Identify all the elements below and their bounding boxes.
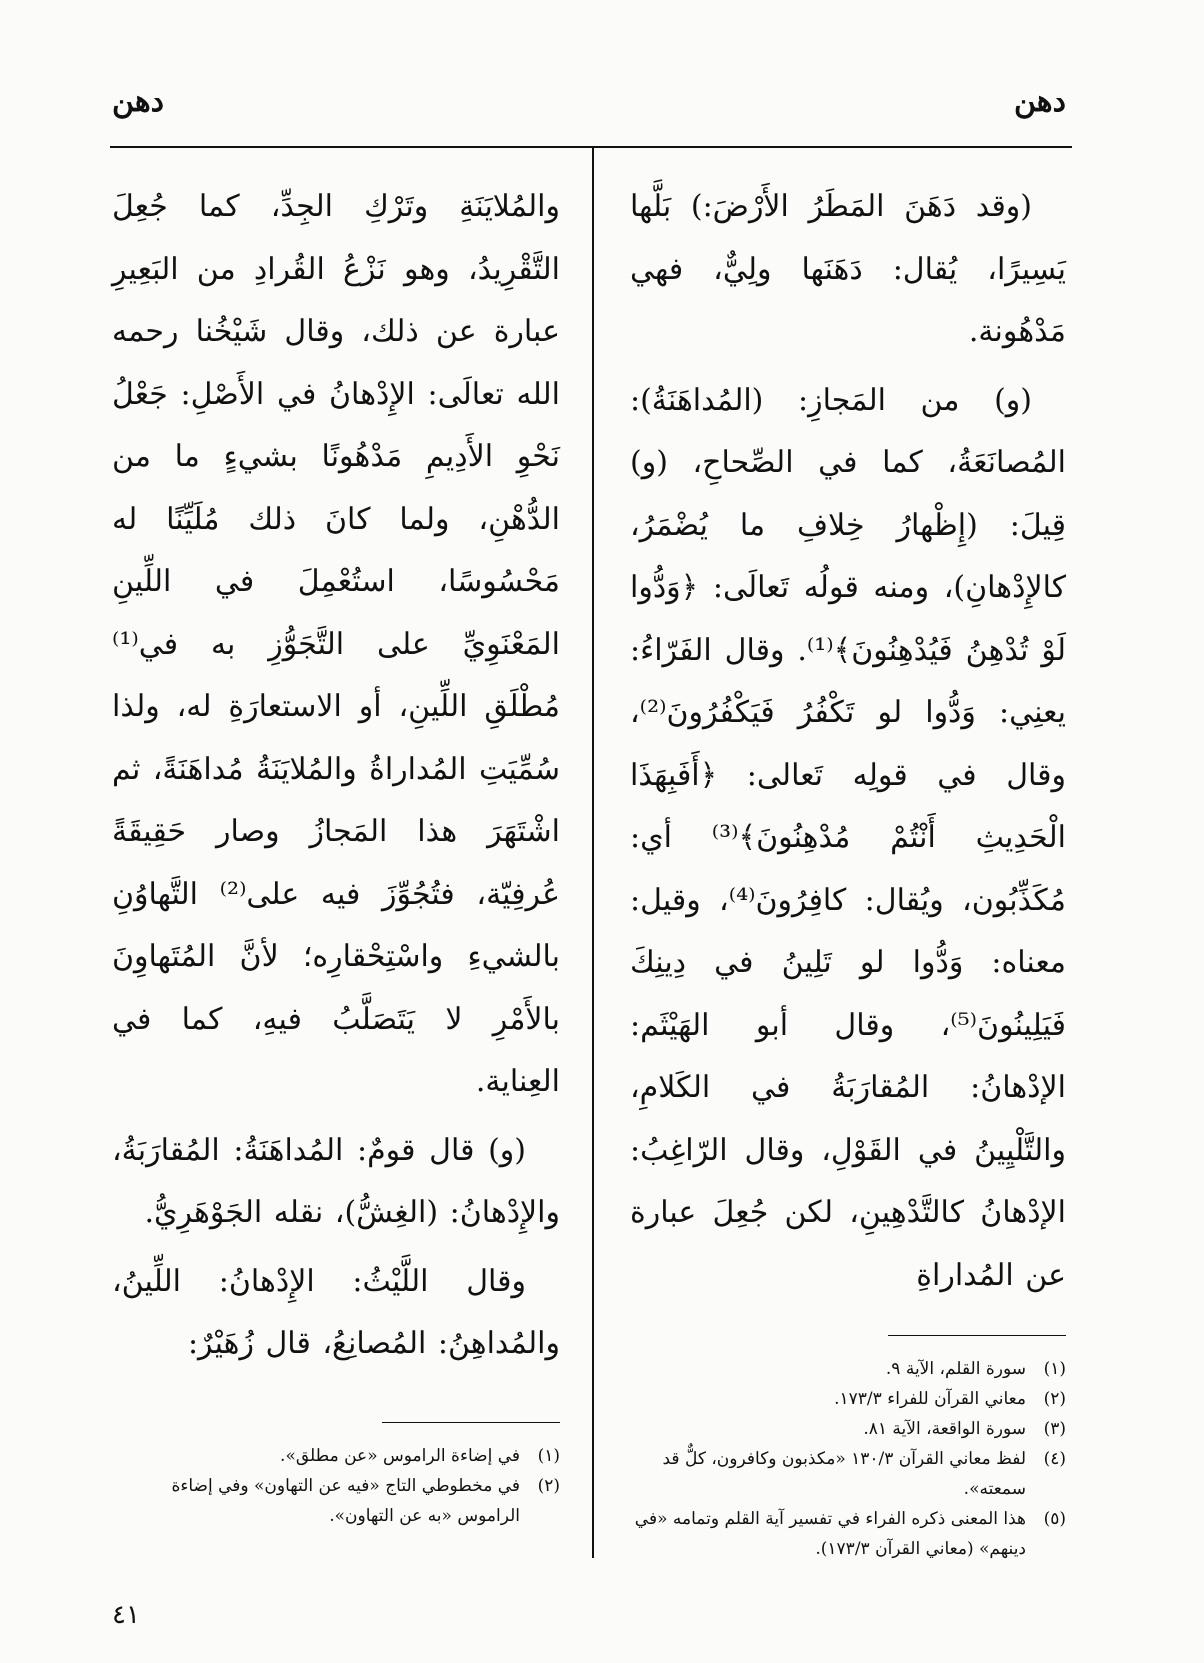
footnote-text: سورة الواقعة، الآية ٨١. — [863, 1419, 1026, 1439]
footnote — [630, 1414, 1066, 1444]
footnote — [630, 1504, 1066, 1564]
footnote-number: (٢) — [1043, 1389, 1066, 1409]
footnote-number: (١) — [537, 1445, 560, 1466]
footnote-number: (٣) — [1043, 1419, 1066, 1439]
left-column-text — [112, 176, 560, 1376]
left-footnote-rule — [382, 1422, 560, 1423]
left-footnotes — [112, 1441, 560, 1531]
left-paragraph-1: والمُلايَنَةِ وتَرْكِ الجِدِّ، كما جُعِلَ التَّقْرِيدُ، وهو نَزْعُ القُرادِ من البَعِيرِ عبارة عن ذلك، وقال شَيْخُنا رحمه الله تعالَى: الإِدْهانُ في الأَصْلِ: جَعْلُ نَحْوِ الأَدِيمِ مَدْهُونًا بشيءٍ ما من الدُّهْنِ، ولما كانَ ذلك مُلَيِّنًا له مَحْسُوسًا، استُعْمِلَ في اللِّينِ المَعْنَوِيِّ على التَّجَوُّزِ به في⁽¹⁾ مُطْلَقِ اللِّينِ، أو الاستعارَةِ له، ولذا سُمِّيَتِ المُداراةُ والمُلايَنَةُ مُداهَنَةً، ثم اشْتَهَرَ هذا المَجازُ وصار حَقِيقَةً عُرفِيّة، فتُجُوِّزَ فيه على⁽²⁾ التَّهاوُنِ بالشيءِ واسْتِحْقارِه؛ لأنَّ المُتَهاوِنَ بالأَمْرِ لا يَتَصَلَّبُ فيهِ، كما في العِناية. — [112, 189, 561, 1099]
footnote-number: (٤) — [1043, 1449, 1066, 1469]
footnote-text: في إضاءة الراموس «عن مطلق». — [280, 1445, 520, 1466]
header-rule — [110, 146, 1072, 148]
footnote — [630, 1384, 1066, 1414]
footnote-number: (٥) — [1043, 1509, 1066, 1529]
left-paragraph-2: (و) قال قومٌ: المُداهَنَةُ: المُقارَبَةُ، والإِدْهانُ: (الغِشُّ)، نقله الجَوْهَرِيُّ. — [112, 1132, 560, 1230]
footnote — [630, 1444, 1066, 1504]
footnote-number: (٢) — [537, 1475, 560, 1496]
column-divider — [592, 148, 594, 1558]
left-column — [112, 176, 560, 1531]
footnote-text: هذا المعنى ذكره الفراء في تفسير آية القلم وتمامه «في دينهم» (معاني القرآن ١٧٣/٣). — [634, 1509, 1026, 1559]
footnote-text: معاني القرآن للفراء ١٧٣/٣. — [834, 1389, 1026, 1409]
right-paragraph-1: (وقد دَهَنَ المَطَرُ الأَرْضَ:) بَلَّها يَسِيرًا، يُقال: دَهَنَها ولِيٌّ، فهي مَدْهُونة. — [630, 189, 1066, 349]
page-number: ٤١ — [112, 1600, 140, 1630]
running-head-right: دهن — [1013, 84, 1066, 119]
right-footnotes — [630, 1354, 1066, 1564]
right-column-text — [630, 176, 1066, 1307]
left-paragraph-3: وقال اللَّيْثُ: الإِدْهانُ: اللِّينُ، والمُداهِنُ: المُصانِعُ، قال زُهَيْرٌ: — [112, 1263, 560, 1361]
right-column — [630, 176, 1066, 1564]
footnote — [630, 1354, 1066, 1384]
footnote — [112, 1441, 560, 1471]
right-footnote-rule — [888, 1335, 1066, 1336]
running-head-left: دهن — [112, 84, 165, 119]
footnote — [112, 1471, 560, 1531]
footnote-number: (١) — [1043, 1359, 1066, 1379]
footnote-text: في مخطوطي التاج «فيه عن التهاون» وفي إضاءة الراموس «به عن التهاون». — [171, 1475, 520, 1526]
footnote-text: لفظ معاني القرآن ١٣٠/٣ «مكذبون وكافرون، كلٌّ قد سمعته». — [662, 1449, 1026, 1499]
footnote-text: سورة القلم، الآية ٩. — [885, 1359, 1026, 1379]
right-paragraph-2: (و) من المَجازِ: (المُداهَنَةُ): المُصانَعَةُ، كما في الصِّحاحِ، (و) قِيلَ: (إِظْهارُ خِلافِ ما يُضْمَرُ، كالإِدْهانِ)، ومنه قولُه تَعالَى: ﴿وَدُّوا لَوْ تُدْهِنُ فَيُدْهِنُونَ﴾⁽¹⁾. وقال الفَرّاءُ: يعنِي: وَدُّوا لو تَكْفُرُ فَيَكْفُرُونَ⁽²⁾، وقال في قولِه تَعالى: ﴿أَفَبِهَذَا الْحَدِيثِ أَنْتُمْ مُدْهِنُونَ﴾⁽³⁾ أي: مُكَذِّبُون، ويُقال: كافِرُونَ⁽⁴⁾، وقيل: معناه: وَدُّوا لو تَلِينُ في دِينِكَ فَيَلِينُونَ⁽⁵⁾، وقال أبو الهَيْثَم: الإدْهانُ: المُقارَبَةُ في الكَلامِ، والتَّلْيِينُ في القَوْلِ، وقال الرّاغِبُ: الإدْهانُ كالتَّدْهِينِ، لكن جُعِلَ عبارة عن المُداراةِ — [630, 382, 1066, 1293]
